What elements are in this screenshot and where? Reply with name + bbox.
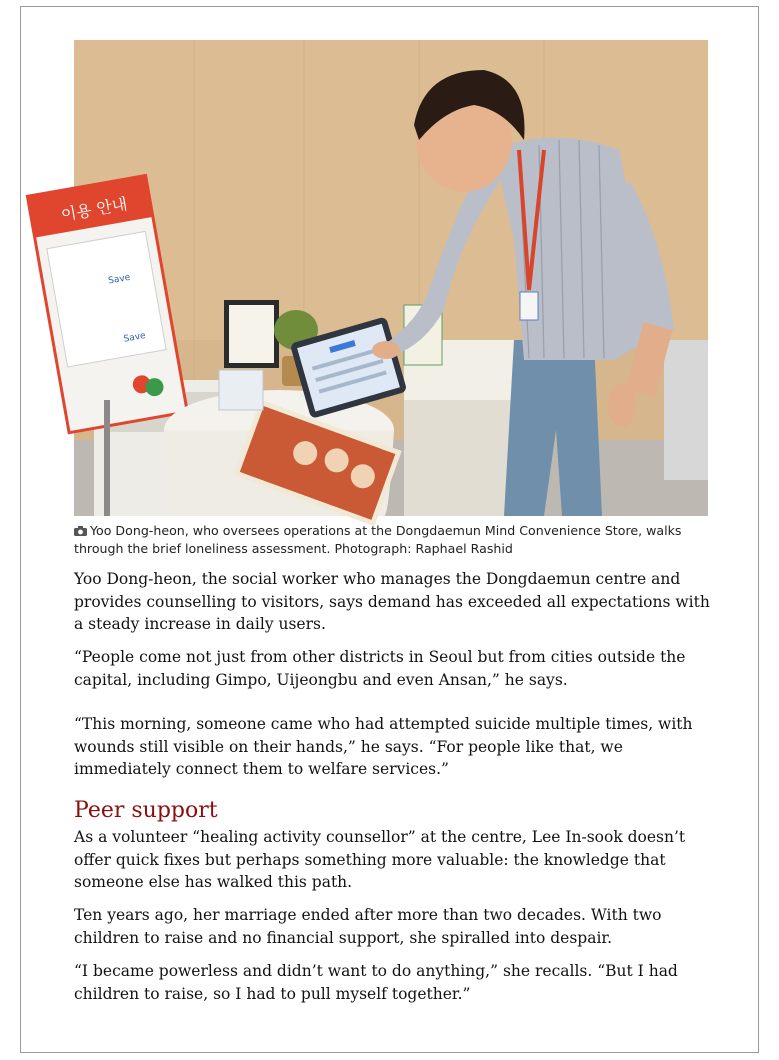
photo-caption	[74, 522, 714, 558]
paragraph-5: Ten years ago, her marriage ended after more than two decades. With two children to raise and no financial support, she spiralled into despair.	[74, 906, 662, 947]
sign-heading: 이용 안내	[59, 194, 129, 225]
paragraph-3: “This morning, someone came who had attempted suicide multiple times, with wounds still visible on their hands,” he says. “For people like that, we immediately connect them to welfare services.”	[74, 715, 693, 778]
paragraph-4: As a volunteer “healing activity counsellor” at the centre, Lee In-sook doesn’t offer quick fixes but perhaps something more valuable: the knowledge that someone else has walked this path.	[74, 828, 686, 891]
paragraph-6: “I became powerless and didn’t want to do anything,” she recalls. “But I had children to raise, so I had to pull myself together.”	[74, 962, 678, 1003]
sign-label-1: Save	[107, 272, 132, 287]
subheading-peer-support: Peer support	[74, 798, 218, 823]
paragraph-1: Yoo Dong-heon, the social worker who manages the Dongdaemun centre and provides counselling to visitors, says demand has exceeded all expectations with a steady increase in daily users.	[74, 570, 710, 633]
caption-text: Yoo Dong-heon, who oversees operations at the Dongdaemun Mind Convenience Store, walks through the brief loneliness assessment. Photograph: Raphael Rashid	[74, 523, 682, 556]
article-photo	[59, 40, 708, 516]
camera-icon	[74, 526, 87, 536]
sign-label-2: Save	[122, 331, 147, 345]
paragraph-2: “People come not just from other districts in Seoul but from cities outside the capital, including Gimpo, Uijeongbu and even Ansan,” he says.	[74, 648, 686, 689]
